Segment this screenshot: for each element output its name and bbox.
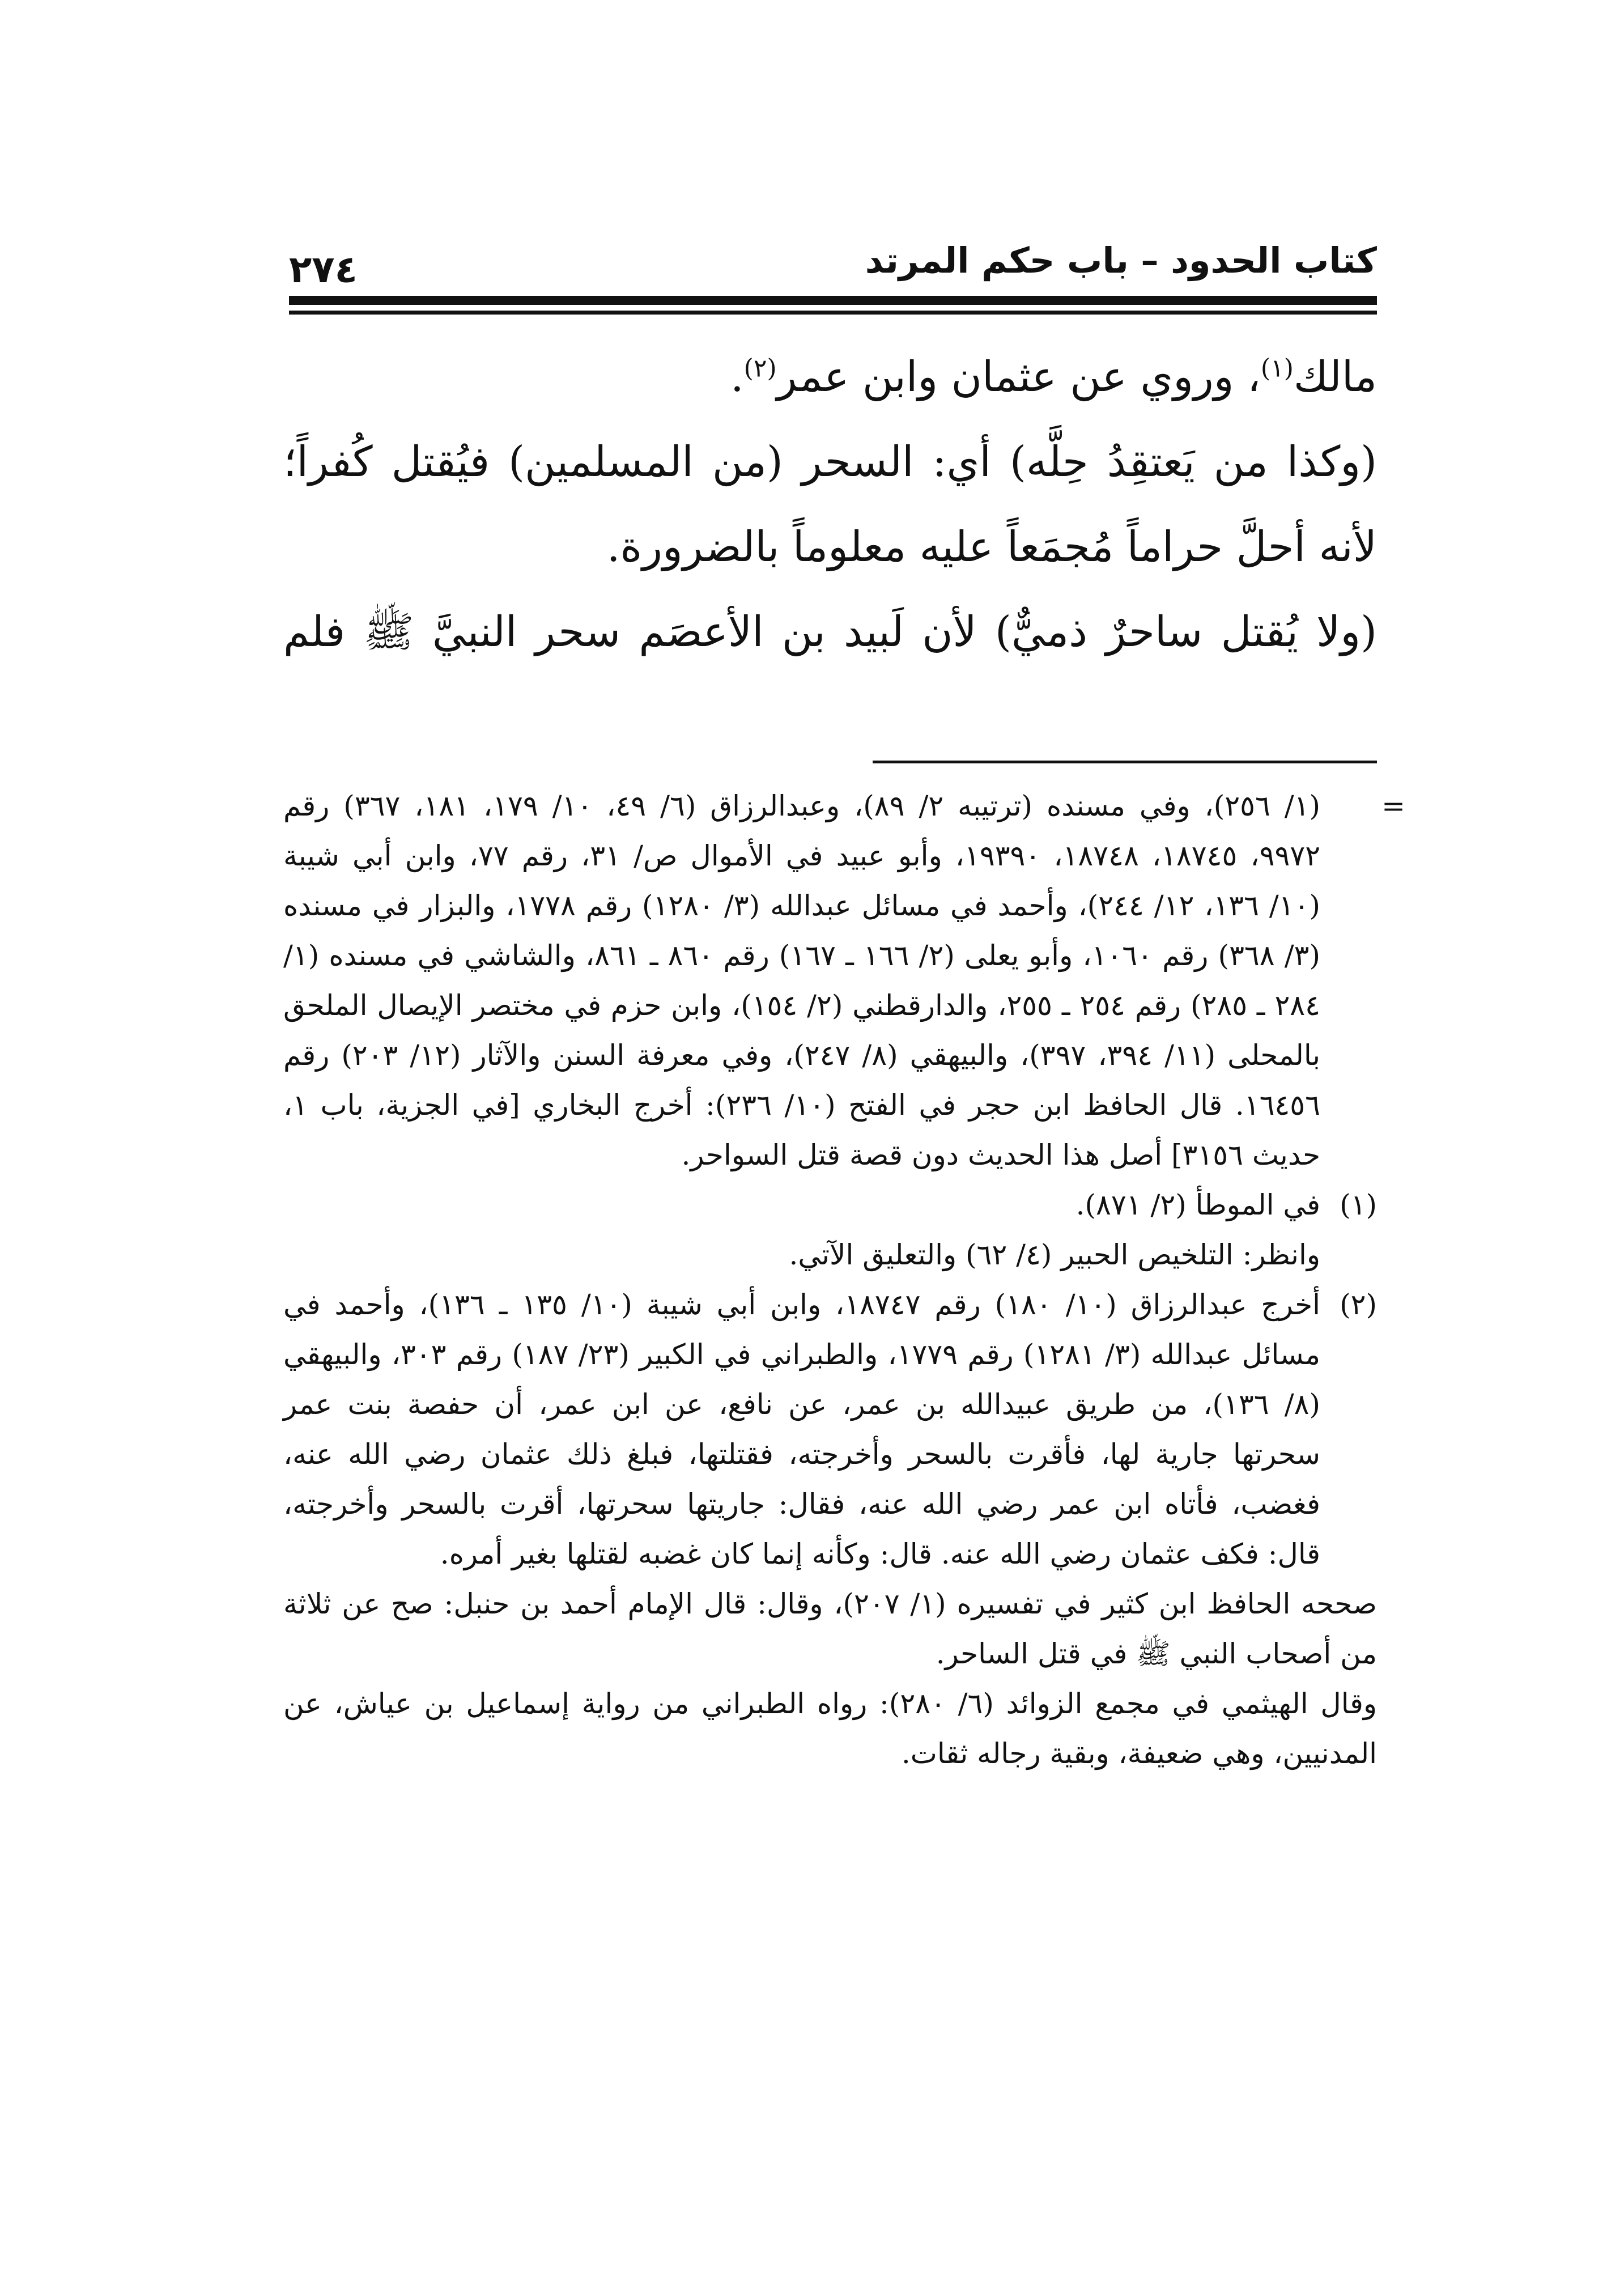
footnote-1-text: في الموطأ (٢/ ٨٧١).: [1075, 1188, 1320, 1221]
footnote-continuation: [283, 781, 1405, 1180]
main-paragraph-2: (وكذا من يَعتقِدُ حِلَّه) أي: السحر (من المسلمين) فيُقتل كُفراً؛ لأنه أحلَّ حراماً مُجمَعاً عليه معلوماً بالضرورة.: [283, 438, 1377, 571]
page-header: [289, 227, 1377, 289]
header-rule-thin: [289, 311, 1377, 315]
footnote-1-extra: وانظر: التلخيص الحبير (٤/ ٦٢) والتعليق الآتي.: [789, 1238, 1320, 1271]
page-number: ٢٧٤: [289, 248, 358, 291]
footnotes: [283, 781, 1405, 1778]
footnote-ref-1[interactable]: (١): [1260, 354, 1294, 383]
footnote-separator: [873, 761, 1377, 763]
footnote-2-paragraph-3: وقال الهيثمي في مجمع الزوائد (٦/ ٢٨٠): رواه الطبراني من رواية إسماعيل بن عياش، عن المدنيين، وهي ضعيفة، وبقية رجاله ثقات.: [283, 1687, 1377, 1770]
main-paragraph-1: مالك$^{(١)}$، وروي عن عثمان وابن عمر$^{(٢)}$.: [730, 353, 1377, 401]
footnote-2: [283, 1280, 1377, 1579]
continuation-marker: =: [1381, 789, 1405, 822]
main-paragraph-3: (ولا يُقتل ساحرٌ ذميٌّ) لأن لَبيد بن الأعصَم سحر النبيَّ ﷺ فلم: [283, 608, 1377, 656]
footnote-2-text: أخرج عبدالرزاق (١٠/ ١٨٠) رقم ١٨٧٤٧، وابن أبي شيبة (١٠/ ١٣٥ ـ ١٣٦)، وأحمد في مسائل عبدالله (٣/ ١٢٨١) رقم ١٧٧٩، والطبراني في الكبير (٢٣/ ١٨٧) رقم ٣٠٣، والبيهقي (٨/ ١٣٦)، من طريق عبيدالله بن عمر، عن نافع، عن ابن عمر، أن حفصة بنت عمر سحرتها جارية لها، فأقرت بالسحر وأخرجته، فقتلتها، فبلغ ذلك عثمان رضي الله عنه، فغضب، فأتاه ابن عمر رضي الله عنه، فقال: جاريتها سحرتها، أقرت بالسحر وأخرجته، قال: فكف عثمان رضي الله عنه. قال: وكأنه إنما كان غضبه لقتلها بغير أمره.: [283, 1288, 1321, 1570]
footnote-1: [283, 1180, 1377, 1230]
header-rule-thick: [289, 296, 1377, 305]
continuation-text: (١/ ٢٥٦)، وفي مسنده (ترتيبه ٢/ ٨٩)، وعبدالرزاق (٦/ ٤٩، ١٠/ ١٧٩، ١٨١، ٣٦٧) رقم ٩٩٧٢، ١٨٧٤٥، ١٨٧٤٨، ١٩٣٩٠، وأبو عبيد في الأموال ص/ ٣١، رقم ٧٧، وابن أبي شيبة (١٠/ ١٣٦، ١٢/ ٢٤٤)، وأحمد في مسائل عبدالله (٣/ ١٢٨٠) رقم ١٧٧٨، والبزار في مسنده (٣/ ٣٦٨) رقم ١٠٦٠، وأبو يعلى (٢/ ١٦٦ ـ ١٦٧) رقم ٨٦٠ ـ ٨٦١، والشاشي في مسنده (١/ ٢٨٤ ـ ٢٨٥) رقم ٢٥٤ ـ ٢٥٥، والدارقطني (٢/ ١٥٤)، وابن حزم في مختصر الإيصال الملحق بالمحلى (١١/ ٣٩٤، ٣٩٧)، والبيهقي (٨/ ٢٤٧)، وفي معرفة السنن والآثار (١٢/ ٢٠٣) رقم ١٦٤٥٦. قال الحافظ ابن حجر في الفتح (١٠/ ٢٣٦): أخرج البخاري [في الجزية، باب ١، حديث ٣١٥٦] أصل هذا الحديث دون قصة قتل السواحر.: [283, 789, 1321, 1171]
footnote-ref-2[interactable]: (٢): [743, 354, 777, 383]
footnote-1-marker: (١): [1340, 1188, 1377, 1221]
running-title: كتاب الحدود – باب حكم المرتد: [865, 240, 1377, 281]
footnote-2-marker: (٢): [1340, 1288, 1377, 1321]
footnote-2-paragraph-2: صححه الحافظ ابن كثير في تفسيره (١/ ٢٠٧)، وقال: قال الإمام أحمد بن حنبل: صح عن ثلاثة من أصحاب النبي ﷺ في قتل الساحر.: [283, 1587, 1377, 1670]
main-text: [283, 334, 1377, 674]
